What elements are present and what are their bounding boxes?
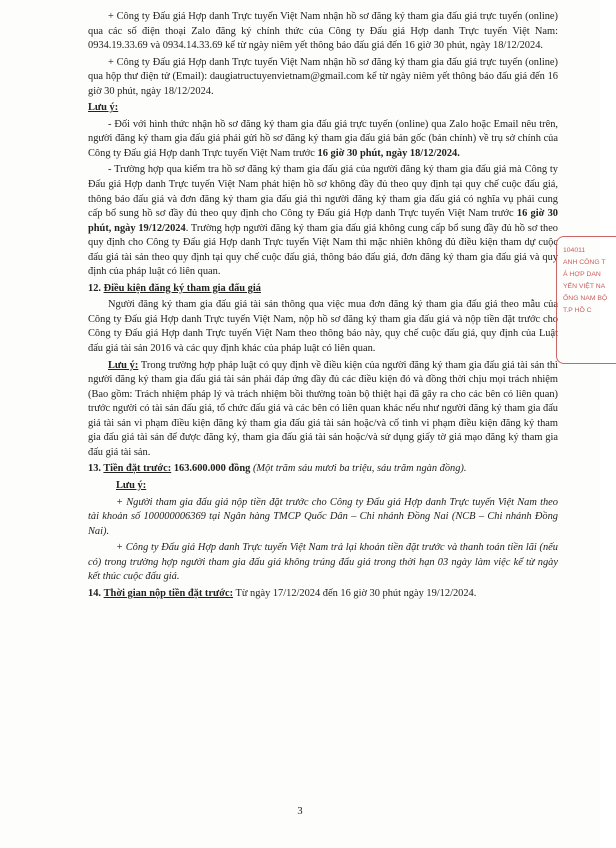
section-13-heading: 13. Tiền đặt trước: 163.600.000 đồng (Một trăm sáu mươi ba triệu, sáu trăm ngàn đồng).	[88, 463, 467, 475]
paragraph-original-documents: - Đối với hình thức nhận hồ sơ đăng ký tham gia đấu giá trực tuyến (online) qua Zalo hoặc Email nêu trên, người đăng ký tham gia đấu giá phải gửi hồ sơ đăng ký tham gia đấu giá bản gốc (bản chính) về trụ sở chính của Công ty Đấu giá Hợp danh Trực tuyến Việt Nam trước 16 giờ 30 phút, ngày 18/12/2024.	[88, 118, 558, 159]
document-body	[88, 10, 558, 603]
paragraph-deposit-refund: + Công ty Đấu giá Hợp danh Trực tuyến Việt Nam trả lại khoản tiền đặt trước và thanh toán tiền lãi (nếu có) trong trường hợp người tham gia đấu giá không trúng đấu giá trong thời hạn 03 ngày làm việc kể từ ngày kết thúc cuộc đấu giá.	[88, 542, 558, 583]
note-heading-3: Lưu ý:	[116, 479, 147, 491]
company-seal-stamp: 104011 ANH CÔNG T Á HỢP DAN YẾN VIỆT NA ỐNG NAM BỘ T.P HỒ C	[556, 236, 616, 364]
paragraph-deposit-account: + Người tham gia đấu giá nộp tiền đặt trước cho Công ty Đấu giá Hợp danh Trực tuyến Việt Nam theo tài khoản số 100000006369 tại Ngân hàng TMCP Quốc Dân – Chi nhánh Đồng Nai (NCB – Chi nhánh Đồng Nai).	[88, 496, 558, 537]
page-number: 3	[297, 806, 303, 817]
paragraph-email-registration: + Công ty Đấu giá Hợp danh Trực tuyến Việt Nam nhận hồ sơ đăng ký tham gia đấu giá trực tuyến (online) qua hộp thư điện tử (Email): daugiatructuyenvietnam@gmail.com kể từ ngày niêm yết thông báo đấu giá đến 16 giờ 30 phút, ngày 18/12/2024.	[88, 56, 558, 97]
paragraph-legal-conditions: Lưu ý: Trong trường hợp pháp luật có quy định về điều kiện của người đăng ký tham gia đấu giá tài sản thì người đăng ký tham gia đấu giá tài sản phải đáp ứng đầy đủ các điều kiện đó và đồng thời chịu mọi trách nhiệm (Bao gồm: Trách nhiệm pháp lý và trách nhiệm bồi thường toàn bộ thiệt hại đã gây ra cho các bên có liên quan) trước người có tài sản đấu giá, tổ chức đấu giá và các bên có liên quan khác nếu như người đăng ký tham gia đấu giá tài sản vi phạm điều kiện đăng ký tham gia đấu giá tài sản hoặc/và cố tình vi phạm điều kiện đăng ký tham gia đấu giá tài sản để được đăng ký, tham gia đấu giá tài sản hoặc/và sử dụng giấy tờ giả mạo đăng ký tham gia đấu giá tài sản.	[88, 359, 558, 458]
paragraph-supplementary-documents: - Trường hợp qua kiểm tra hồ sơ đăng ký tham gia đấu giá của người đăng ký tham gia đấu giá mà Công ty Đấu giá Hợp danh Trực tuyến Việt Nam phát hiện hồ sơ không đầy đủ theo quy định tại quy chế cuộc đấu giá, thông báo đấu giá và đơn đăng ký tham gia đấu giá thì người đăng ký tham gia đấu giá có nghĩa vụ phải cung cấp bổ sung hồ sơ đầy đủ theo quy định cho Công ty Đấu giá Hợp danh Trực tuyến Việt Nam trước 16 giờ 30 phút, ngày 19/12/2024. Trường hợp người đăng ký tham gia đấu giá không cung cấp bổ sung đầy đủ hồ sơ theo quy định cho Công ty Đấu giá Hợp danh Trực tuyến Việt Nam thì mặc nhiên không đủ điều kiện tham dự cuộc đấu giá tài sản theo quy định tại quy chế cuộc đấu giá, thông báo đấu giá, đơn đăng ký tham gia đấu giá và quy định của pháp luật có liên quan.	[88, 164, 558, 278]
section-14-heading: 14. Thời gian nộp tiền đặt trước: Từ ngày 17/12/2024 đến 16 giờ 30 phút ngày 19/12/2024.	[88, 587, 477, 599]
note-heading-1: Lưu ý:	[88, 102, 119, 114]
paragraph-registration-conditions: Người đăng ký tham gia đấu giá tài sản thông qua việc mua đơn đăng ký tham gia đấu giá theo mẫu của Công ty Đấu giá Hợp danh Trực tuyến Việt Nam, nộp hồ sơ đăng ký tham gia đấu giá và nộp tiền đặt trước cho Công ty Đấu giá Hợp danh Trực tuyến Việt Nam theo thông báo này, quy chế cuộc đấu giá, quy định của Luật đấu giá tài sản 2016 và các quy định khác của pháp luật có liên quan.	[88, 299, 558, 355]
section-12-heading: 12. Điều kiện đăng ký tham gia đấu giá	[88, 282, 261, 294]
paragraph-zalo-registration: + Công ty Đấu giá Hợp danh Trực tuyến Việt Nam nhận hồ sơ đăng ký tham gia đấu giá trực tuyến (online) qua các số điện thoại Zalo đăng ký chính thức của Công ty Đấu giá Hợp danh Trực tuyến Việt Nam: 0934.19.33.69 và 0934.14.33.69 kể từ ngày niêm yết thông báo đấu giá đến 16 giờ 30 phút, ngày 18/12/2024.	[88, 11, 558, 52]
